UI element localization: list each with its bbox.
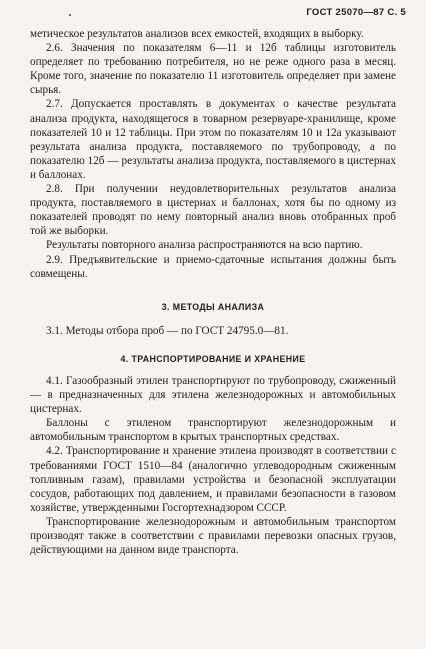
scan-speck [69, 14, 71, 16]
paragraph-2-8-results: Результаты повторного анализа распространяются на всю партию. [46, 239, 363, 252]
paragraph-continuation: метическое результатов анализов всех емкостей, входящих в выборку. [30, 28, 364, 40]
paragraph-4-2-transport: Транспортирование железнодорожным и автомобильным транспортом производят также в соответствии с правилами перевозки опасных грузов, действующими на данном виде транспорта. [30, 515, 396, 557]
paragraph-4-1-cylinders: Баллоны с этиленом транспортируют железнодорожным и автомобильным транспортом в крытых транспортных средствах. [30, 417, 396, 444]
paragraph-2-8: 2.8. При получении неудовлетворительных результатов анализа продукта, поставляемого в цистернах и баллонах, хотя бы по одному из показателей проводят по нему повторный анализ вновь отобранных проб той же выборки. [30, 183, 396, 238]
section-heading-methods: 3. МЕТОДЫ АНАЛИЗА [161, 301, 265, 312]
section-heading-transport: 4. ТРАНСПОРТИРОВАНИЕ И ХРАНЕНИЕ [120, 353, 306, 364]
running-header: ГОСТ 25070—87 С. 5 [306, 7, 406, 18]
paragraph-4-2: 4.2. Транспортирование и хранение этилена производят в соответствии с требованиями ГОСТ 1510—84 (аналогично углеводородным сжиженным топливным газам), правилами устройства и безопасной эксплуатации сосудов, работающих под давлением, и правилами безопасности в газовом хозяйстве, утвержденными Госгортехнадзором СССР. [30, 445, 396, 514]
paragraph-2-6: 2.6. Значения по показателям 6—11 и 12б таблицы изготовитель определяет по требованию потребителя, но не реже одного раза в месяц. Кроме того, значение по показателю 11 изготовитель определяет при замене сырья. [30, 42, 396, 97]
paragraph-2-7: 2.7. Допускается проставлять в документах о качестве результата анализа продукта, находящегося в товарном резервуаре-хранилище, кроме показателей 10 и 12 таблицы. При этом по показателям 10 и 12а указывают результата анализа продукта, поставляемого по трубопроводу, а по показателю 12б — результаты анализа продукта, поставляемого в цистернах и баллонах. [30, 98, 396, 181]
paragraph-3-1: 3.1. Методы отбора проб — по ГОСТ 24795.0—81. [46, 324, 289, 337]
paragraph-2-9: 2.9. Предъявительские и приемо-сдаточные испытания должны быть совмещены. [30, 253, 396, 280]
document-body [30, 27, 396, 557]
paragraph-4-1: 4.1. Газообразный этилен транспортируют по трубопроводу, сжиженный — в предназначенных для этилена железнодорожных и автомобильных цистернах. [30, 374, 396, 416]
